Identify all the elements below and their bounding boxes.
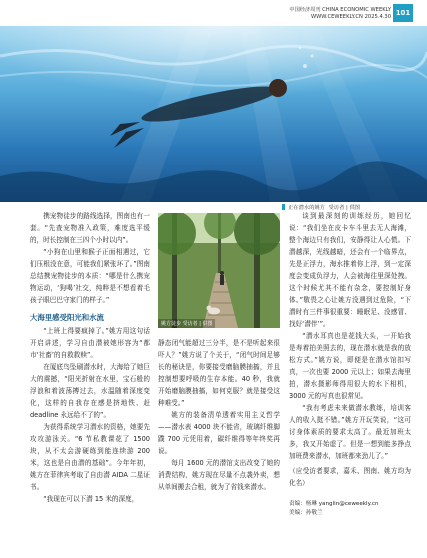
editor-credits [289, 500, 379, 518]
art-editor-line: 美编：孙敬兰 [289, 510, 323, 516]
paragraph: 在厦底鸟坠刷潜水时，大海给了她巨大的震撼，“阳光折射在水里，宝石般的浮浪和着波荡搏过去，水温随着深度变化，这样的自我存在感是挤地铁、赶 deadline 永远给不了的”。 [30, 363, 150, 419]
paragraph: “小狗在山里和猴子正面相遇过，它们压根没在意，可能我们紧张坏了。”图南总结携宠物徒步的本质：“哪是什么携宠物运动，‘狗喝’社交，纯粹是不想看着毛孩子眼巴巴守家门的样子。” [30, 248, 150, 304]
magazine-title: 中国经济周刊 CHINA ECONOMIC WEEKLY [289, 7, 391, 13]
paragraph: 姚方的装备清单透着实用主义哲学——潜水表 4000 块不能省，玻璃纤维脚蹼 700 元凭用着，碳纤维得等年终奖再说。 [158, 411, 280, 455]
underwater-photo [0, 26, 427, 202]
hiking-photo-caption: 姚方徒步 受访者 | 供图 [158, 319, 215, 328]
paragraph: 谈到最深刻的训练经历，她回忆说：“我们坐在皮卡车斗里去无人海滩，整个海边只有我们，安静得让人心慌。下潜越深，光线越暗，还会有一个临界点，先是正浮力，海水推着你上浮，到一定深度会变成负浮力，人会被海往里深处拽。这个时候尤其不能有杂念，要控制好身体。”敬畏之心让姚方没遇到过危险，“下潜时有三件事很重要：睡眠足、没感冒、找好‘潜伴’”。 [289, 212, 411, 328]
footnote: （应受访者要求，嘉禾、图南、姚方均为化名） [289, 467, 411, 487]
paragraph: “我有考虑未来做潜水教练，培训客人的收入挺不错。”姚方开玩笑说，“这可讨身体素质的要求太高了。最近加班太多，我又开始虚了。但是一想到能多挣点加班费来潜水，加班都来劲儿了。” [289, 404, 411, 460]
article-column-3 [289, 210, 411, 489]
top-photo-caption: 正在潜水的姚方 受访者 | 供图 [282, 203, 360, 211]
paragraph: “潜水耳真也是花钱大头，一开始我是寿着拍美照去的，现在潜水就是我的放松方式。”姚方说，即便是在潜水馆扣写真，一次也要 2000 元以上；如果去海里拍，潜水摄影师得用很大的水下相机，3000 元的写真也很常见。 [289, 332, 411, 400]
section-heading: 大海里感受阳光和水流 [30, 313, 104, 322]
paragraph: 为获得系统学习潜水的资格，她要先攻攻游泳关。“6 节私教课花了 1500 块，从不太会游硬练到能连续游 200 米，这也是自由潜的基础”。今年年初，姚方在菲律宾考取了自由潜 AIDA 二星证书。 [30, 423, 150, 491]
page-number: 101 [393, 4, 413, 22]
paragraph: 携宠物徒步的路线选择，图南也有一套。“先查宠物准入政策，难度选平缓的，时长控制在三四个小时以内”。 [30, 212, 150, 244]
page-header [267, 0, 427, 28]
caption-marker-icon [282, 204, 285, 210]
editor-line: 责编：杨琳 yanglin@ceweekly.cn [289, 501, 379, 507]
paragraph: “我现在可以下潜 15 米的深度， [43, 495, 139, 503]
article-column-2 [158, 337, 280, 493]
hiking-photo [158, 213, 280, 328]
paragraph: 静态闭气能超过三分半，是不是听起来很吓人？”姚方说了个关于，“闭气时间足够长的秘诀是，你要接受磨脑膜抽搐，并且控制想要呼吸的生存本能。40 秒，我就开始磨脑膜抽搐，如何克服？就是接受这种难受。” [158, 339, 280, 407]
article-column-1 [30, 210, 150, 505]
forest-trail-illustration [158, 213, 280, 328]
paragraph: 每月 1600 元的潜馆支出改变了她的消费结构，姚方现在尽量不点袭外卖，想从单间搬去合租，就为了省钱来潜水。 [158, 459, 280, 491]
paragraph: “上班上得要疯掉了。”姚方用这句话开启讲述，学习自由潜被她形容为“都市‘社畜’的自救救赎”。 [30, 327, 150, 359]
magazine-website-date: WWW.CEWEEKLY.CN 2025.4.30 [311, 14, 391, 20]
underwater-scene-illustration [0, 26, 427, 202]
